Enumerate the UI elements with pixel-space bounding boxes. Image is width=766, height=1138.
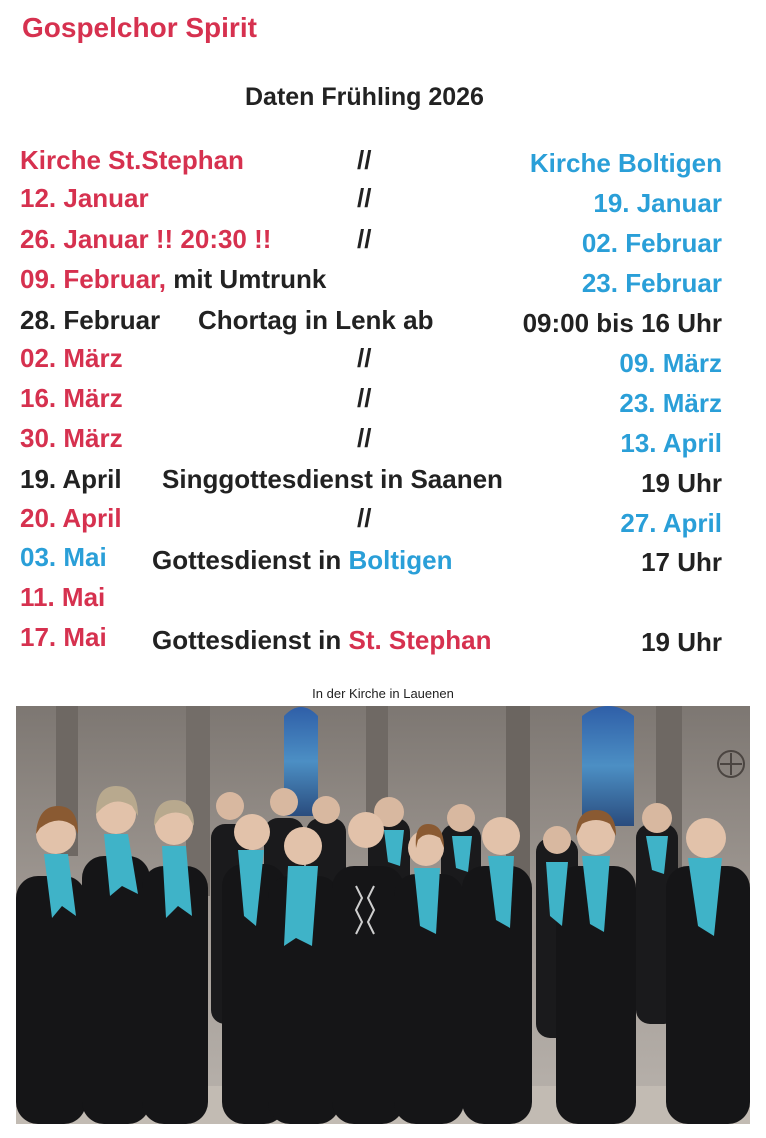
page-subtitle: Daten Frühling 2026 [245, 83, 484, 111]
row-separator: // [357, 383, 372, 413]
event-time: 19 Uhr [641, 627, 722, 657]
date-right: 02. Februar [581, 228, 722, 258]
date-left: 28. Februar [20, 305, 161, 335]
date-left: 17. Mai [20, 622, 107, 652]
date-right: 23. März [619, 388, 722, 418]
event-description: Singgottesdienst in Saanen [162, 464, 503, 494]
event-time: 19 Uhr [641, 468, 722, 498]
event-note: mit Umtrunk [173, 264, 327, 294]
event-description-row [152, 625, 492, 656]
date-right: 13. April [620, 428, 722, 458]
row-separator: // [357, 343, 372, 373]
column-header-st-stephan: Kirche St.Stephan [20, 145, 244, 175]
date-left: 26. Januar !! 20:30 !! [20, 224, 272, 254]
row-separator: // [357, 183, 372, 213]
date-left: 20. April [20, 503, 122, 533]
event-description: Gottesdienst in [152, 545, 342, 575]
event-description: Chortag in Lenk ab [198, 305, 434, 335]
choir-photo [16, 706, 750, 1124]
date-left: 16. März [20, 383, 123, 413]
date-left: 03. Mai [20, 542, 107, 572]
date-left: 02. März [20, 343, 123, 373]
date-left: 12. Januar [20, 183, 149, 213]
event-description-row [152, 545, 452, 576]
event-location: St. Stephan [348, 625, 492, 655]
event-time: 09:00 bis 16 Uhr [522, 308, 722, 338]
event-location: Boltigen [348, 545, 453, 575]
date-right: 27. April [620, 508, 722, 538]
date-left-row [20, 264, 326, 295]
row-separator: // [357, 224, 372, 254]
column-header-boltigen: Kirche Boltigen [529, 148, 722, 178]
choir-photo-illustration [16, 706, 750, 1124]
row-separator: // [357, 423, 372, 453]
date-right: 09. März [619, 348, 722, 378]
column-separator: // [357, 145, 372, 175]
date-left: 19. April [20, 464, 122, 494]
photo-caption: In der Kirche in Lauenen [312, 686, 454, 701]
event-time: 17 Uhr [641, 547, 722, 577]
page-title: Gospelchor Spirit [22, 12, 257, 43]
row-separator: // [357, 503, 372, 533]
date-left: 30. März [20, 423, 123, 453]
event-description: Gottesdienst in [152, 625, 342, 655]
date-left: 11. Mai [20, 582, 106, 612]
date-left: 09. Februar, [20, 264, 166, 294]
date-right: 23. Februar [581, 268, 722, 298]
date-right: 19. Januar [593, 188, 722, 218]
